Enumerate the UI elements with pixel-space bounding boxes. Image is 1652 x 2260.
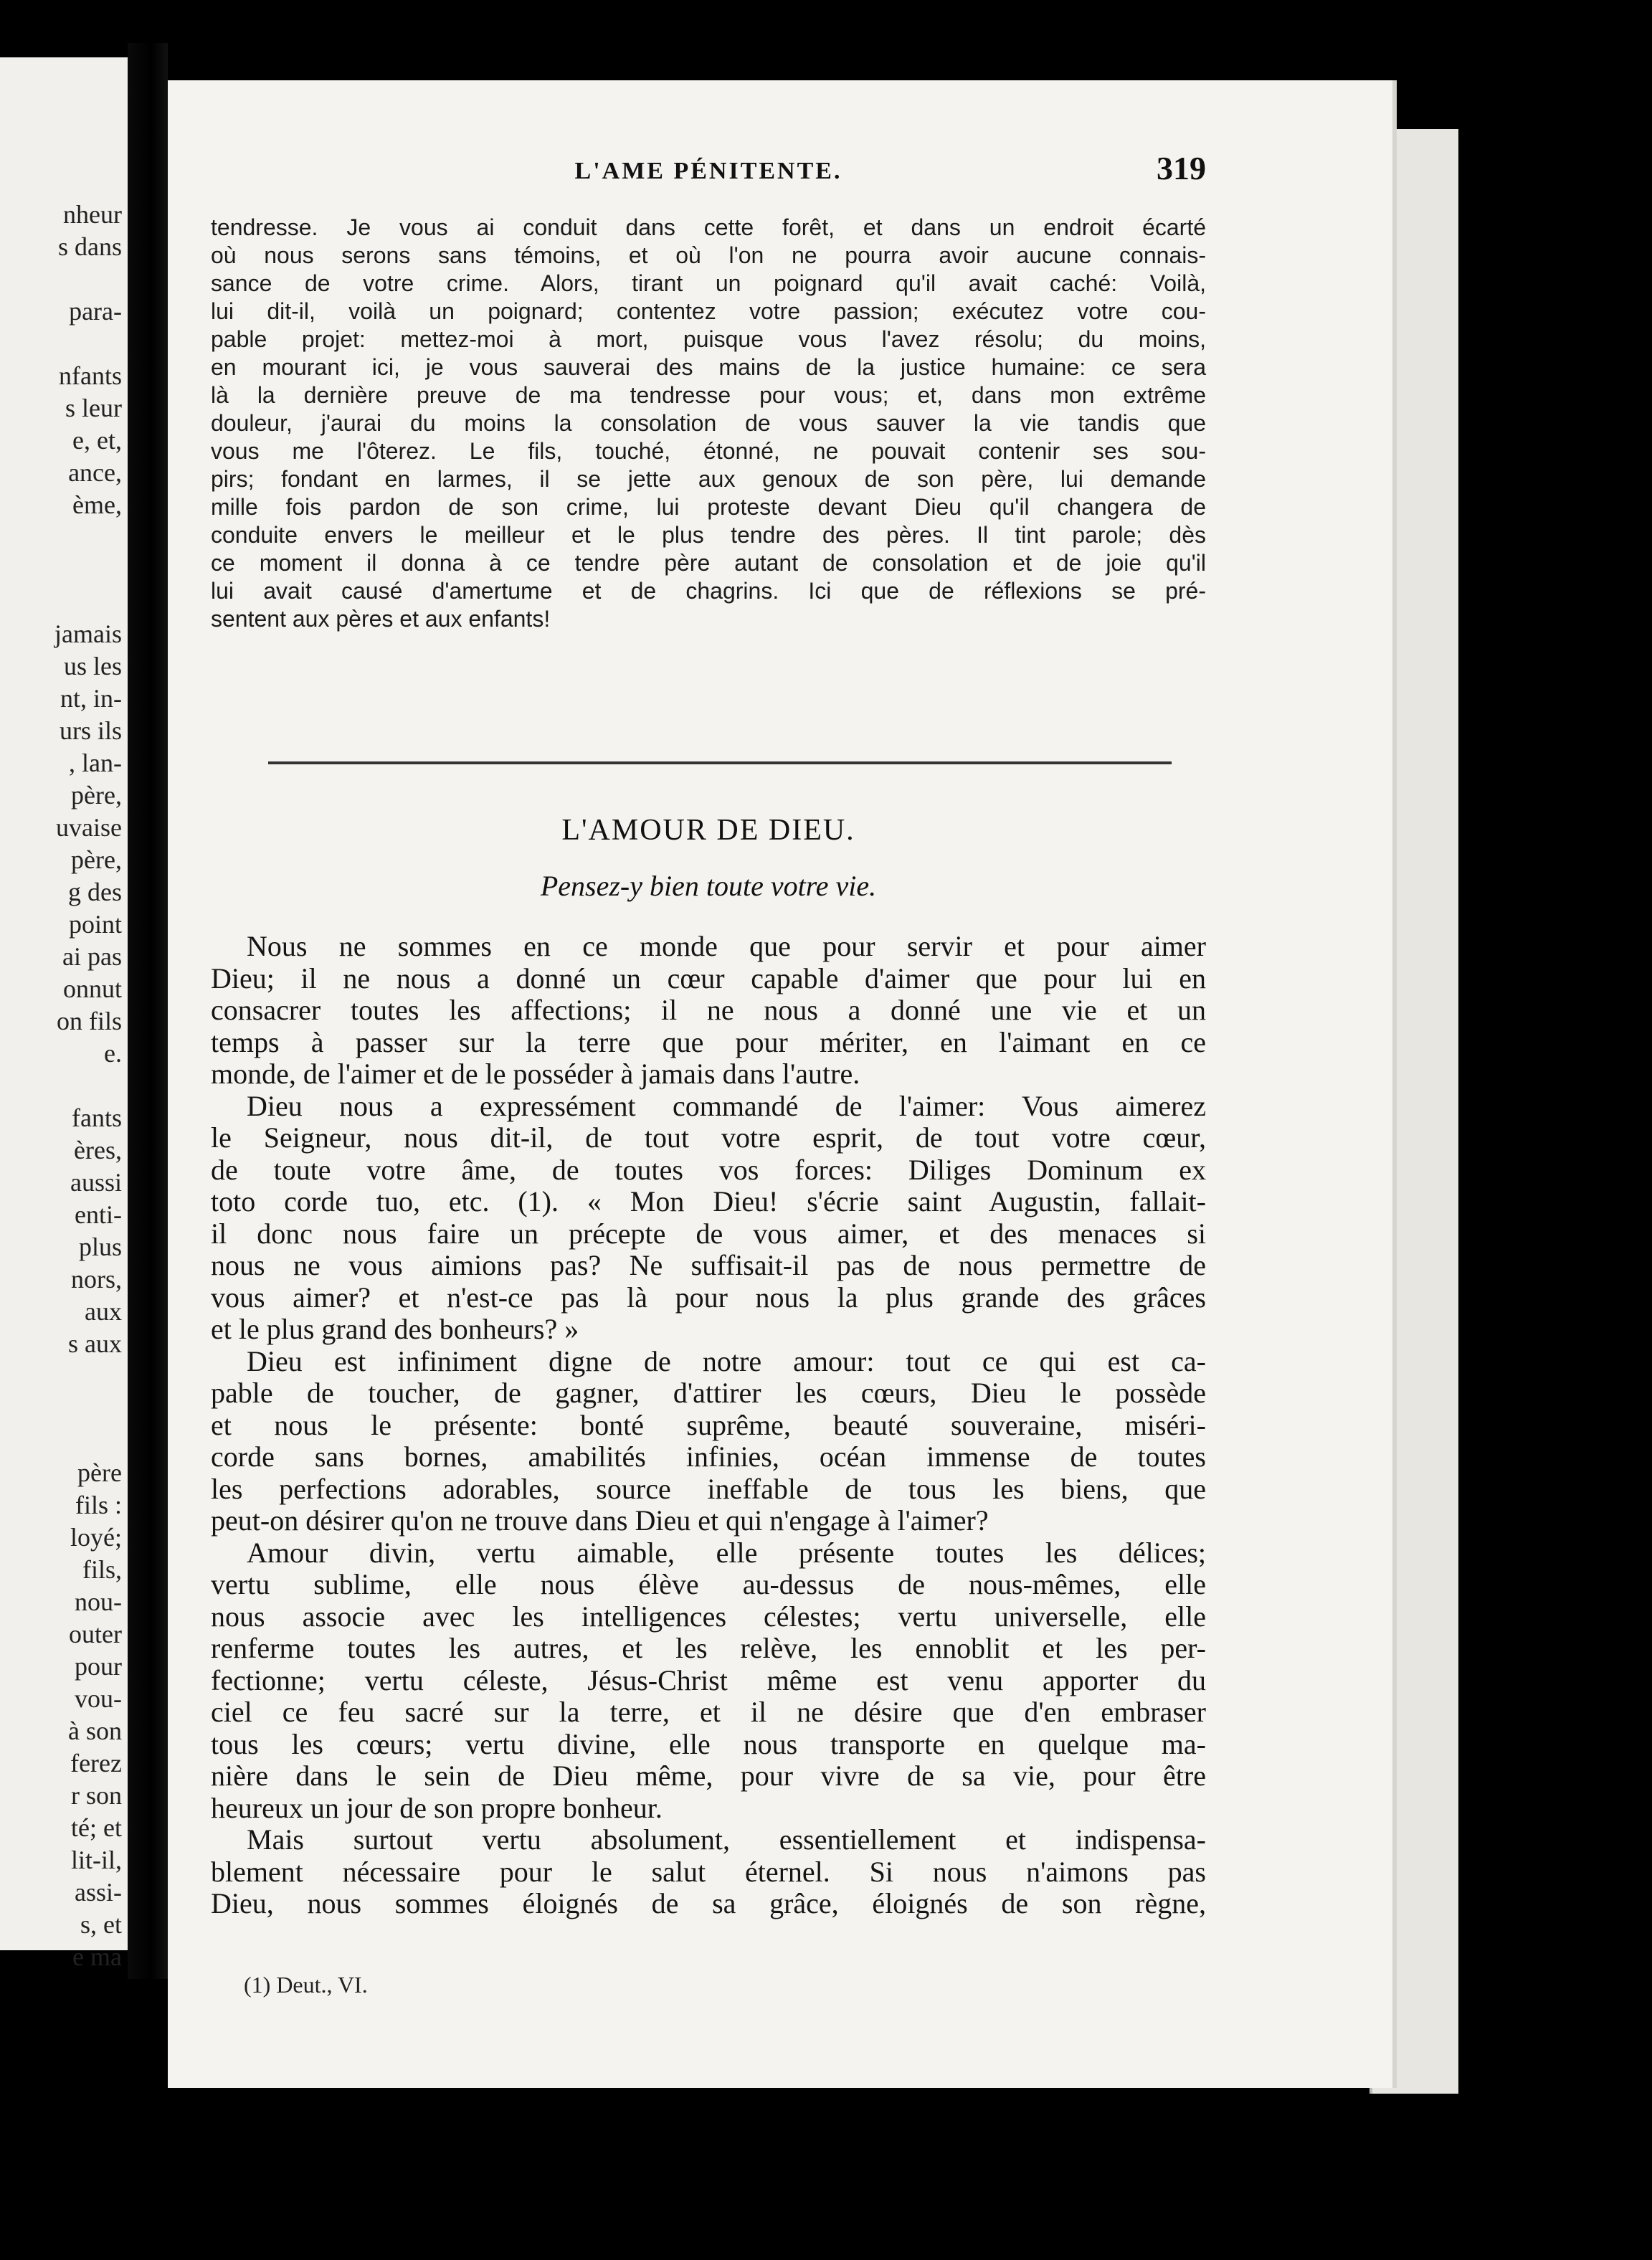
text-line: Dieu, nous sommes éloignés de sa grâce, éloignés de son règne, (211, 1887, 1206, 1919)
section-subtitle: Pensez-y bien toute votre vie. (540, 870, 877, 902)
text-line: en mourant ici, je vous sauverai des mains de la justice humaine: ce sera (211, 354, 1206, 380)
text-line: lui avait causé d'amertume et de chagrins. Ici que de réflexions se pré- (211, 578, 1206, 604)
section-body (211, 931, 1206, 1920)
text-line: toto corde tuo, etc. (1). « Mon Dieu! s'écrie saint Augustin, fallait- (211, 1185, 1206, 1217)
text-line: tous les cœurs; vertu divine, elle nous transporte en quelque ma- (211, 1727, 1206, 1760)
left-page-fragment: loyé; (70, 1523, 122, 1552)
left-page-fragment: uvaise (56, 813, 122, 842)
left-page-fragment: ai pas (62, 942, 122, 971)
text-line: mille fois pardon de son crime, lui proteste devant Dieu qu'il changera de (211, 494, 1206, 520)
left-page-fragment: e. (104, 1039, 122, 1068)
left-page-fragment: père, (71, 781, 122, 809)
text-line: Dieu; il ne nous a donné un cœur capable d'aimer que pour lui en (211, 962, 1206, 994)
left-page-fragment: s, et (80, 1910, 122, 1939)
left-page-fragment: on fils (56, 1007, 122, 1035)
book-gutter (128, 43, 168, 1979)
text-line: Amour divin, vertu aimable, elle présente toutes les délices; (247, 1536, 1206, 1569)
text-line: sance de votre crime. Alors, tirant un poignard qu'il avait caché: Voilà, (211, 270, 1206, 296)
left-facing-page (0, 57, 128, 1971)
left-page-fragment: nors, (71, 1265, 122, 1293)
text-line: fectionne; vertu céleste, Jésus-Christ même est venu apporter du (211, 1663, 1206, 1696)
left-page-fragment: lit-il, (71, 1846, 122, 1874)
left-page-fragment: e ma (72, 1942, 122, 1971)
left-page-fragment: us les (64, 652, 122, 680)
text-line: Dieu nous a expressément commandé de l'aimer: Vous aimerez (247, 1089, 1206, 1122)
text-line: corde sans bornes, amabilités infinies, océan immense de toutes (211, 1440, 1206, 1473)
left-page-fragment: r son (71, 1781, 122, 1810)
text-line: sentent aux pères et aux enfants! (211, 606, 551, 632)
text-line: blement nécessaire pour le salut éternel. Si nous n'aimons pas (211, 1855, 1206, 1888)
footnote: (1) Deut., VI. (244, 1972, 368, 1998)
text-line: Nous ne sommes en ce monde que pour servir et pour aimer (247, 930, 1206, 962)
text-line: Dieu est infiniment digne de notre amour: tout ce qui est ca- (247, 1344, 1206, 1377)
left-page-fragment: para- (69, 297, 122, 326)
left-page-fragment: nou- (75, 1587, 122, 1616)
left-page-fragment: nfants (59, 361, 122, 390)
text-line: il donc nous faire un précepte de vous aimer, et des menaces si (211, 1217, 1206, 1250)
left-page-fragment: nheur (63, 200, 122, 229)
left-page-fragment: , lan- (69, 749, 122, 777)
text-line: nous ne vous aimions pas? Ne suffisait-il pas de nous permettre de (211, 1249, 1206, 1281)
text-line: tendresse. Je vous ai conduit dans cette forêt, et dans un endroit écarté (211, 214, 1206, 240)
text-line: renferme toutes les autres, et les relève, les ennoblit et les per- (211, 1632, 1206, 1664)
text-line: et nous le présente: bonté suprême, beauté souveraine, miséri- (211, 1408, 1206, 1441)
text-line: ce moment il donna à ce tendre père autant de consolation et de joie qu'il (211, 550, 1206, 576)
text-line: conduite envers le meilleur et le plus tendre des pères. Il tint parole; dès (211, 522, 1206, 548)
left-page-fragment: s leur (65, 394, 122, 422)
text-line: temps à passer sur la terre que pour mériter, en l'aimant en ce (211, 1025, 1206, 1058)
text-line: où nous serons sans témoins, et où l'on ne pourra avoir aucune connais- (211, 242, 1206, 268)
left-page-fragment: ferez (70, 1749, 122, 1777)
left-page-fragment: jamais (54, 619, 122, 648)
left-page-fragment: ance, (68, 458, 122, 487)
page-number: 319 (1157, 150, 1206, 186)
text-line: les perfections adorables, source ineffable de tous les biens, que (211, 1472, 1206, 1505)
text-line: pirs; fondant en larmes, il se jette aux genoux de son père, lui demande (211, 466, 1206, 492)
left-page-fragment: assi- (75, 1878, 122, 1907)
left-page-fragment: pour (75, 1652, 122, 1681)
text-line: peut-on désirer qu'on ne trouve dans Dieu et qui n'engage à l'aimer? (211, 1504, 989, 1537)
left-page-fragment: e, et, (72, 426, 122, 455)
left-page-fragment: fils : (75, 1491, 122, 1519)
left-page-fragment: onnut (62, 974, 122, 1003)
left-page-fragment: fants (72, 1103, 122, 1132)
text-line: lui dit-il, voilà un poignard; contentez votre passion; exécutez votre cou- (211, 298, 1206, 324)
left-page-fragment: père, (71, 845, 122, 874)
text-line: vous aimer? et n'est-ce pas là pour nous la plus grande des grâces (211, 1281, 1206, 1314)
text-line: et le plus grand des bonheurs? » (211, 1313, 579, 1345)
left-page-fragment: enti- (75, 1200, 122, 1229)
left-page-fragment: aux (85, 1297, 122, 1326)
text-line: consacrer toutes les affections; il ne nous a donné une vie et un (211, 994, 1206, 1026)
text-line: le Seigneur, nous dit-il, de tout votre esprit, de tout votre cœur, (211, 1121, 1206, 1154)
section-divider (268, 761, 1172, 764)
text-line: là la dernière preuve de ma tendresse pour vous; et, dans mon extrême (211, 382, 1206, 408)
text-line: de toute votre âme, de toutes vos forces: Diliges Dominum ex (211, 1153, 1206, 1186)
left-page-fragment: s dans (58, 232, 122, 261)
left-page-fragment: vou- (75, 1684, 122, 1713)
left-page-fragment: fils, (82, 1555, 122, 1584)
text-line: nière dans le sein de Dieu même, pour vivre de sa vie, pour être (211, 1760, 1206, 1792)
left-page-fragment: plus (78, 1233, 122, 1261)
text-line: Mais surtout vertu absolument, essentiellement et indispensa- (247, 1823, 1206, 1856)
left-page-fragment: té; et (71, 1813, 122, 1842)
text-line: monde, de l'aimer et de le posséder à jamais dans l'autre. (211, 1058, 860, 1090)
previous-story-paragraph (211, 214, 1206, 633)
left-page-fragment: père (77, 1458, 122, 1487)
text-line: douleur, j'aurai du moins la consolation de vous sauver la vie tandis que (211, 410, 1206, 436)
left-page-fragment: ères, (74, 1136, 122, 1164)
text-line: heureux un jour de son propre bonheur. (211, 1791, 663, 1824)
text-line: vous me l'ôterez. Le fils, touché, étonné, ne pouvait contenir ses sou- (211, 438, 1206, 464)
text-line: nous associe avec les intelligences célestes; vertu universelle, elle (211, 1600, 1206, 1633)
left-page-fragment: s aux (68, 1329, 122, 1358)
left-page-fragment: nt, in- (60, 684, 122, 713)
left-page-fragment: aussi (70, 1168, 122, 1197)
left-page-fragment: urs ils (59, 716, 122, 745)
text-line: ciel ce feu sacré sur la terre, et il ne désire que d'en embraser (211, 1696, 1206, 1728)
running-head (211, 150, 1206, 201)
text-line: pable de toucher, de gagner, d'attirer les cœurs, Dieu le possède (211, 1377, 1206, 1409)
left-page-fragment: g des (68, 878, 122, 906)
left-page-fragment: point (68, 910, 122, 939)
left-page-fragment: outer (69, 1620, 122, 1648)
left-page-fragment: ème, (72, 490, 122, 519)
left-page-fragment: à son (68, 1717, 122, 1745)
text-line: vertu sublime, elle nous élève au-dessus de nous-mêmes, elle (211, 1568, 1206, 1600)
running-head-title: L'AME PÉNITENTE. (574, 158, 842, 184)
text-line: pable projet: mettez-moi à mort, puisque vous l'avez résolu; du moins, (211, 326, 1206, 352)
section-title: L'AMOUR DE DIEU. (561, 814, 855, 847)
right-page (168, 80, 1397, 2088)
